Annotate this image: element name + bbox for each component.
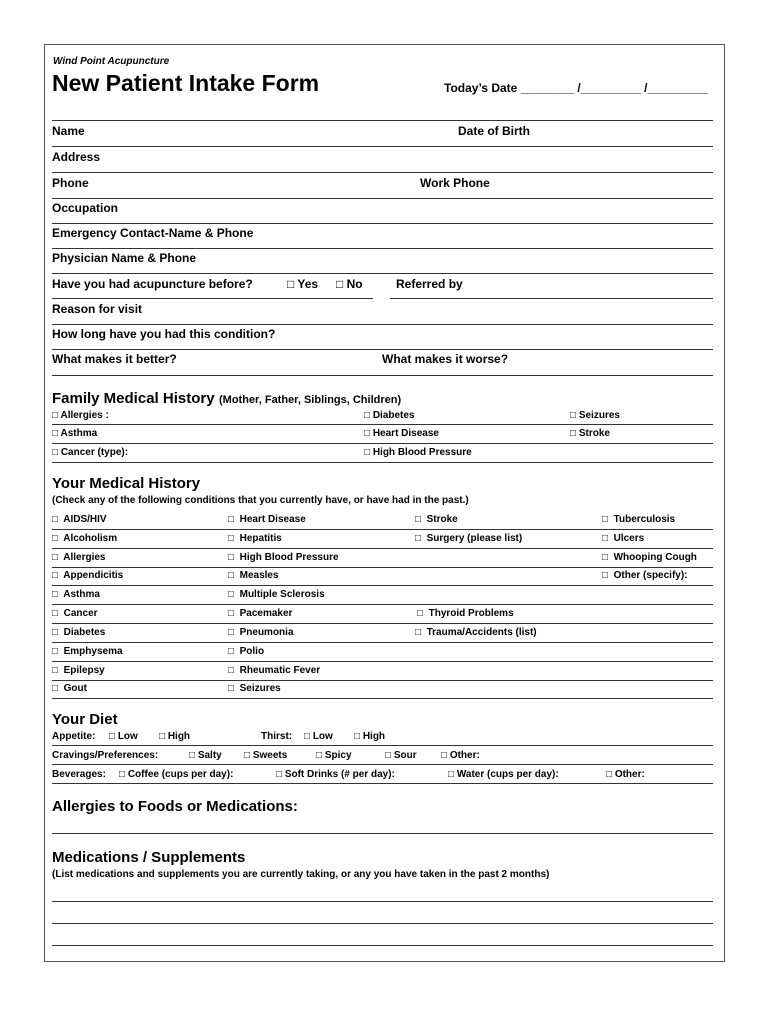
medical-condition-label: Pacemaker (239, 608, 293, 619)
checkbox-icon: □ (228, 608, 235, 619)
checkbox-icon: □ (52, 570, 59, 581)
address-label: Address (52, 150, 101, 164)
checkbox-icon: □ (228, 533, 235, 544)
medications-field-line[interactable] (52, 923, 713, 924)
medical-condition-label: Ulcers (613, 533, 645, 544)
appetite-high-checkbox[interactable]: □ High (159, 731, 191, 742)
medical-col1-item-checkbox[interactable] (52, 683, 87, 694)
medical-col1-item-checkbox[interactable] (52, 533, 117, 544)
medical-condition-label: Trauma/Accidents (list) (426, 627, 537, 638)
practice-name: Wind Point Acupuncture (53, 56, 170, 67)
divider (52, 604, 713, 605)
form-title: New Patient Intake Form (52, 70, 320, 96)
medical-condition-label: Pneumonia (239, 627, 294, 638)
medical-condition-label: Surgery (please list) (426, 533, 523, 544)
checkbox-icon: □ (602, 552, 609, 563)
medical-condition-label: Rheumatic Fever (239, 665, 321, 676)
medical-col4-item-checkbox[interactable] (602, 570, 688, 581)
checkbox-icon: □ (228, 552, 235, 563)
medications-heading: Medications / Supplements (52, 849, 246, 866)
checkbox-icon: □ (109, 731, 116, 742)
family-history-heading: Family Medical History (Mother, Father, Siblings, Children) (52, 390, 402, 407)
medical-col2-item-checkbox[interactable] (228, 533, 282, 544)
medical-condition-label: Tuberculosis (613, 514, 676, 525)
divider (52, 623, 713, 624)
checkbox-icon: □ (316, 750, 323, 761)
checkbox-icon: □ (228, 683, 235, 694)
checkbox-icon: □ (364, 428, 371, 439)
acupuncture-yes-checkbox[interactable]: □ Yes (287, 277, 319, 291)
diet-heading: Your Diet (52, 711, 118, 728)
checkbox-icon: □ (570, 428, 577, 439)
medical-col1-item-checkbox[interactable] (52, 646, 123, 657)
checkbox-icon: □ (244, 750, 251, 761)
divider (52, 443, 713, 444)
checkbox-icon: □ (441, 750, 448, 761)
checkbox-icon: □ (52, 683, 59, 694)
checkbox-icon: □ (415, 627, 422, 638)
family-hbp-checkbox[interactable]: □ High Blood Pressure (364, 447, 472, 458)
allergies-field-line[interactable] (52, 833, 713, 834)
medical-condition-label: Other (specify): (613, 570, 688, 581)
divider (52, 783, 713, 784)
beverages-other-checkbox[interactable]: □ Other: (606, 769, 645, 780)
divider (52, 680, 713, 681)
family-stroke-checkbox[interactable]: □ Stroke (570, 428, 610, 439)
appetite-label: Appetite: (52, 731, 96, 742)
checkbox-icon: □ (415, 533, 422, 544)
medical-col1-item-checkbox[interactable] (52, 570, 123, 581)
medical-col4-item-checkbox[interactable] (602, 514, 675, 525)
family-seizures-checkbox[interactable]: □ Seizures (570, 410, 620, 421)
name-field-line[interactable] (52, 146, 713, 147)
physician-field-line[interactable] (52, 273, 713, 274)
checkbox-icon: □ (52, 646, 59, 657)
acupuncture-before-label: Have you had acupuncture before? (52, 277, 253, 291)
checkbox-icon: □ (228, 570, 235, 581)
medical-condition-label: Emphysema (63, 646, 123, 657)
checkbox-icon: □ (287, 277, 295, 291)
checkbox-icon: □ (52, 410, 59, 421)
divider (52, 548, 713, 549)
checkbox-icon: □ (189, 750, 196, 761)
checkbox-icon: □ (52, 552, 59, 563)
medical-condition-label: Polio (239, 646, 265, 657)
divider (52, 698, 713, 699)
checkbox-icon: □ (354, 731, 361, 742)
phone-label: Phone (52, 176, 89, 190)
checkbox-icon: □ (336, 277, 344, 291)
reason-field-line[interactable] (52, 324, 713, 325)
checkbox-icon: □ (228, 665, 235, 676)
medical-col2-item-checkbox[interactable] (228, 514, 306, 525)
medical-col4-item-checkbox[interactable] (602, 533, 644, 544)
checkbox-icon: □ (52, 627, 59, 638)
cravings-label: Cravings/Preferences: (52, 750, 159, 761)
referred-field-line[interactable] (390, 298, 713, 299)
checkbox-icon: □ (364, 410, 371, 421)
water-checkbox[interactable]: □ Water (cups per day): (448, 769, 559, 780)
better-worse-field-line[interactable] (52, 375, 713, 376)
checkbox-icon: □ (570, 410, 577, 421)
medical-condition-label: Heart Disease (239, 514, 306, 525)
medical-condition-label: Cancer (63, 608, 98, 619)
medical-history-instructions: (Check any of the following conditions that you currently have, or have had in the past.) (52, 495, 469, 506)
checkbox-icon: □ (52, 608, 59, 619)
emergency-contact-label: Emergency Contact-Name & Phone (52, 226, 254, 240)
medical-col2-item-checkbox[interactable] (228, 589, 325, 600)
coffee-checkbox[interactable]: □ Coffee (cups per day): (119, 769, 234, 780)
checkbox-icon: □ (52, 665, 59, 676)
worse-label: What makes it worse? (382, 352, 509, 366)
checkbox-icon: □ (228, 646, 235, 657)
checkbox-icon: □ (304, 731, 311, 742)
medical-condition-label: Seizures (239, 683, 281, 694)
medical-col3-item-checkbox[interactable] (415, 627, 537, 638)
checkbox-icon: □ (159, 731, 166, 742)
checkbox-icon: □ (52, 514, 59, 525)
medical-col1-item-checkbox[interactable] (52, 665, 105, 676)
divider (52, 745, 713, 746)
thirst-low-checkbox[interactable]: □ Low (304, 731, 333, 742)
divider (52, 567, 713, 568)
checkbox-icon: □ (52, 447, 59, 458)
divider (52, 642, 713, 643)
divider (52, 424, 713, 425)
checkbox-icon: □ (415, 514, 422, 525)
medical-col3-item-checkbox[interactable] (417, 608, 514, 619)
family-cancer-checkbox[interactable]: □ Cancer (type): (52, 447, 129, 458)
dob-label: Date of Birth (458, 124, 530, 138)
checkbox-icon: □ (385, 750, 392, 761)
phone-field-line[interactable] (52, 198, 713, 199)
checkbox-icon: □ (364, 447, 371, 458)
better-label: What makes it better? (52, 352, 177, 366)
medical-col2-item-checkbox[interactable] (228, 552, 339, 563)
divider (52, 585, 713, 586)
medical-condition-label: Measles (239, 570, 279, 581)
sour-checkbox[interactable]: □ Sour (385, 750, 417, 761)
soft-drinks-checkbox[interactable]: □ Soft Drinks (# per day): (276, 769, 395, 780)
medical-condition-label: Allergies (63, 552, 106, 563)
medical-condition-label: Appendicitis (63, 570, 124, 581)
checkbox-icon: □ (602, 514, 609, 525)
divider (52, 298, 373, 299)
medical-col1-item-checkbox[interactable] (52, 608, 98, 619)
family-heart-checkbox[interactable]: □ Heart Disease (364, 428, 439, 439)
thirst-label: Thirst: (261, 731, 293, 742)
medical-col2-item-checkbox[interactable] (228, 570, 279, 581)
medications-field-line[interactable] (52, 945, 713, 946)
medical-condition-label: Stroke (426, 514, 458, 525)
medical-col2-item-checkbox[interactable] (228, 608, 292, 619)
checkbox-icon: □ (602, 533, 609, 544)
sweets-checkbox[interactable]: □ Sweets (244, 750, 288, 761)
physician-label: Physician Name & Phone (52, 251, 197, 265)
medical-history-heading: Your Medical History (52, 475, 201, 492)
cravings-other-checkbox[interactable]: □ Other: (441, 750, 480, 761)
checkbox-icon: □ (417, 608, 424, 619)
checkbox-icon: □ (228, 627, 235, 638)
checkbox-icon: □ (228, 589, 235, 600)
checkbox-icon: □ (276, 769, 283, 780)
medical-condition-label: Thyroid Problems (428, 608, 514, 619)
address-field-line[interactable] (52, 172, 713, 173)
family-allergies-checkbox[interactable]: □ Allergies : (52, 410, 109, 421)
beverages-label: Beverages: (52, 769, 106, 780)
medical-col1-item-checkbox[interactable] (52, 589, 100, 600)
medical-condition-label: Diabetes (63, 627, 106, 638)
medical-col3-item-checkbox[interactable] (415, 533, 522, 544)
divider (52, 529, 713, 530)
reason-label: Reason for visit (52, 302, 143, 316)
medical-condition-label: AIDS/HIV (63, 514, 107, 525)
divider (52, 462, 713, 463)
medications-field-line[interactable] (52, 901, 713, 902)
medical-condition-label: Multiple Sclerosis (239, 589, 325, 600)
salty-checkbox[interactable]: □ Salty (189, 750, 222, 761)
checkbox-icon: □ (52, 428, 59, 439)
todays-date-field[interactable]: Today’s Date ________ /_________ /_________ (444, 81, 708, 95)
medical-condition-label: High Blood Pressure (239, 552, 339, 563)
checkbox-icon: □ (602, 570, 609, 581)
medical-col2-item-checkbox[interactable] (228, 646, 264, 657)
medical-condition-label: Asthma (63, 589, 100, 600)
medical-condition-label: Whooping Cough (613, 552, 697, 563)
medical-col3-item-checkbox[interactable] (415, 514, 458, 525)
divider (52, 764, 713, 765)
how-long-label: How long have you had this condition? (52, 327, 276, 341)
checkbox-icon: □ (228, 514, 235, 525)
name-label: Name (52, 124, 85, 138)
acupuncture-no-checkbox[interactable]: □ No (336, 277, 363, 291)
medical-col2-item-checkbox[interactable] (228, 627, 294, 638)
how-long-field-line[interactable] (52, 349, 713, 350)
medical-col2-item-checkbox[interactable] (228, 683, 281, 694)
checkbox-icon: □ (119, 769, 126, 780)
medications-instructions: (List medications and supplements you are currently taking, or any you have taken in the past 2 months) (52, 869, 550, 880)
medical-col1-item-checkbox[interactable] (52, 514, 107, 525)
medical-col4-item-checkbox[interactable] (602, 552, 697, 563)
medical-col1-item-checkbox[interactable] (52, 627, 105, 638)
medical-condition-label: Gout (63, 683, 87, 694)
medical-condition-label: Alcoholism (63, 533, 118, 544)
emergency-field-line[interactable] (52, 248, 713, 249)
appetite-low-checkbox[interactable]: □ Low (109, 731, 138, 742)
family-asthma-checkbox[interactable]: □ Asthma (52, 428, 98, 439)
medical-condition-label: Hepatitis (239, 533, 282, 544)
allergies-heading: Allergies to Foods or Medications: (52, 798, 298, 815)
medical-col1-item-checkbox[interactable] (52, 552, 105, 563)
divider (52, 661, 713, 662)
occupation-field-line[interactable] (52, 223, 713, 224)
referred-by-label: Referred by (396, 277, 463, 291)
checkbox-icon: □ (52, 533, 59, 544)
occupation-label: Occupation (52, 201, 119, 215)
checkbox-icon: □ (448, 769, 455, 780)
family-diabetes-checkbox[interactable]: □ Diabetes (364, 410, 415, 421)
divider (52, 120, 713, 121)
checkbox-icon: □ (606, 769, 613, 780)
medical-col2-item-checkbox[interactable] (228, 665, 320, 676)
work-phone-label: Work Phone (420, 176, 490, 190)
spicy-checkbox[interactable]: □ Spicy (316, 750, 352, 761)
thirst-high-checkbox[interactable]: □ High (354, 731, 386, 742)
checkbox-icon: □ (52, 589, 59, 600)
medical-condition-label: Epilepsy (63, 665, 105, 676)
